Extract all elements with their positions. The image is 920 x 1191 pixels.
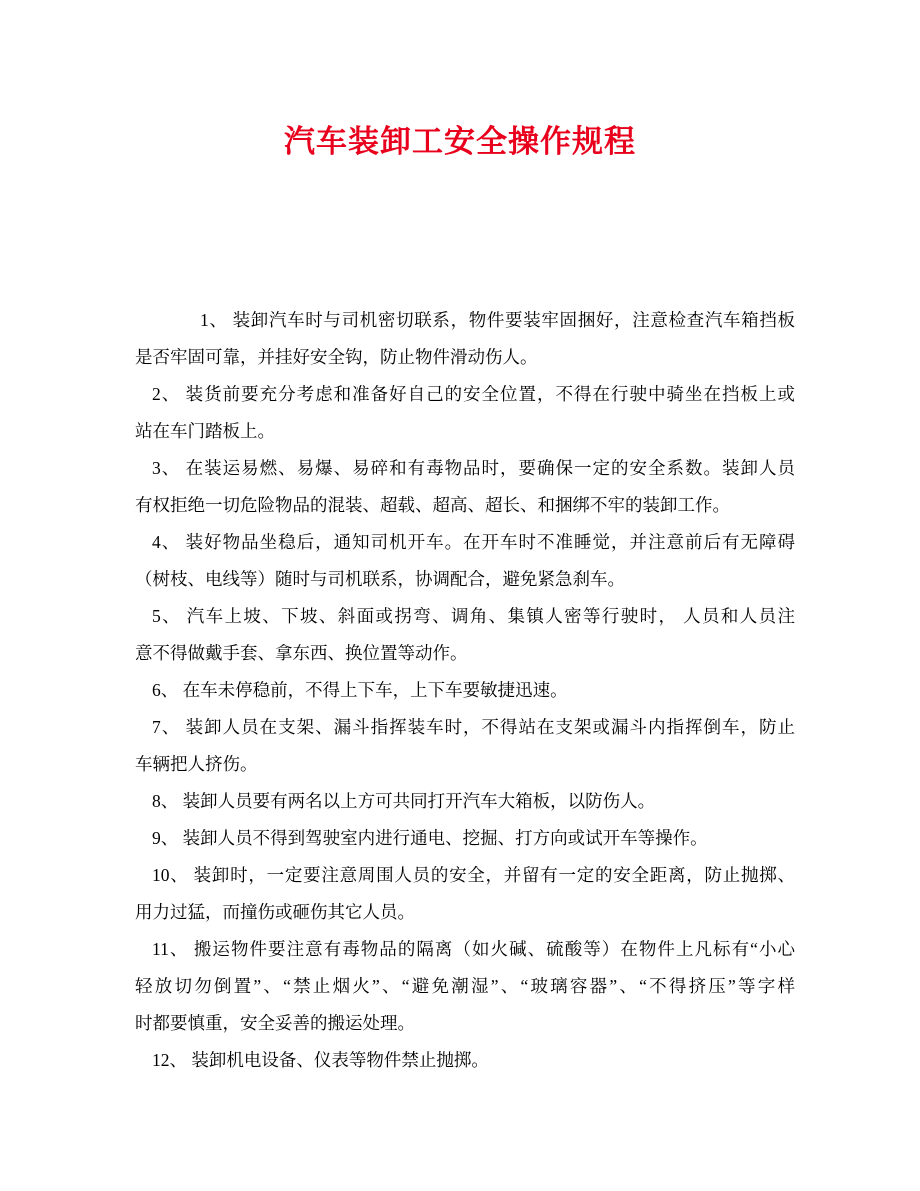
rule-item xyxy=(135,713,795,787)
document-title: 汽车装卸工安全操作规程 xyxy=(284,124,636,159)
text-line: 11、 搬运物件要注意有毒物品的隔离（如火碱、硫酸等）在物件上凡标有“小心 xyxy=(152,939,795,959)
rule-item xyxy=(135,380,795,454)
rule-item xyxy=(135,528,795,602)
text-line: 6、 在车未停稳前，不得上下车，上下车要敏捷迅速。 xyxy=(152,680,568,700)
text-line: 时都要慎重，安全妥善的搬运处理。 xyxy=(135,1013,415,1033)
text-line: 12、 装卸机电设备、仪表等物件禁止抛掷。 xyxy=(152,1050,489,1070)
rule-item xyxy=(135,306,795,380)
rule-item xyxy=(135,861,795,935)
text-line: 车辆把人挤伤。 xyxy=(135,754,258,774)
rule-item xyxy=(135,1046,795,1083)
text-line: 2、 装货前要充分考虑和准备好自己的安全位置，不得在行驶中骑坐在挡板上或 xyxy=(152,384,795,404)
text-line: （树枝、电线等）随时与司机联系，协调配合，避免紧急刹车。 xyxy=(135,569,625,589)
text-line: 轻放切勿倒置”、“禁止烟火”、“避免潮湿”、“玻璃容器”、“不得挤压”等字样 xyxy=(135,976,795,996)
rule-item xyxy=(135,824,795,861)
text-line: 8、 装卸人员要有两名以上方可共同打开汽车大箱板，以防伤人。 xyxy=(152,791,656,811)
text-line: 站在车门踏板上。 xyxy=(135,421,275,441)
text-line: 3、 在装运易燃、易爆、易碎和有毒物品时，要确保一定的安全系数。装卸人员 xyxy=(152,458,795,478)
text-line: 5、 汽车上坡、下坡、斜面或拐弯、调角、集镇人密等行驶时， 人员和人员注 xyxy=(152,606,795,626)
text-line: 9、 装卸人员不得到驾驶室内进行通电、挖掘、打方向或试开车等操作。 xyxy=(152,828,708,848)
text-line: 1、 装卸汽车时与司机密切联系，物件要装牢固捆好，注意检查汽车箱挡板 xyxy=(200,310,795,330)
rule-item xyxy=(135,676,795,713)
rule-item xyxy=(135,602,795,676)
rule-item xyxy=(135,454,795,528)
document-body xyxy=(135,306,795,1083)
text-line: 10、 装卸时，一定要注意周围人员的安全，并留有一定的安全距离，防止抛掷、 xyxy=(152,865,795,885)
text-line: 7、 装卸人员在支架、漏斗指挥装车时，不得站在支架或漏斗内指挥倒车，防止 xyxy=(152,717,795,737)
text-line: 有权拒绝一切危险物品的混装、超载、超高、超长、和捆绑不牢的装卸工作。 xyxy=(135,495,730,515)
text-line: 是否牢固可靠，并挂好安全钩，防止物件滑动伤人。 xyxy=(135,347,538,367)
text-line: 4、 装好物品坐稳后，通知司机开车。在开车时不准睡觉，并注意前后有无障碍 xyxy=(152,532,795,552)
rule-item xyxy=(135,935,795,1046)
rule-item xyxy=(135,787,795,824)
text-line: 用力过猛，而撞伤或砸伤其它人员。 xyxy=(135,902,415,922)
text-line: 意不得做戴手套、拿东西、换位置等动作。 xyxy=(135,643,468,663)
